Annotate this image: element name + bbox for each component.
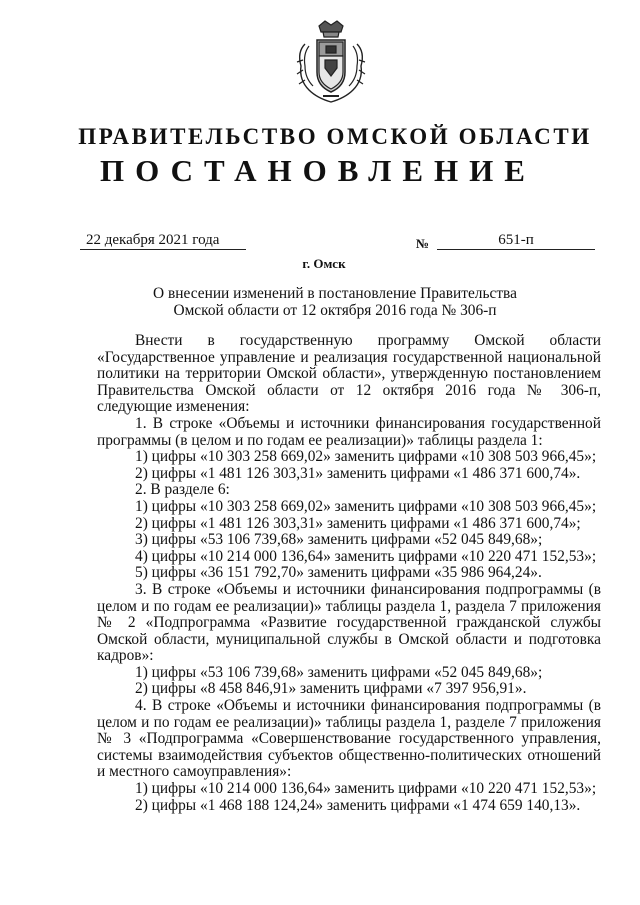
document-number: 651-п [437,232,595,250]
list-item: 1) цифры «10 303 258 669,02» заменить цифрами «10 308 503 966,45»; [135,448,597,466]
list-item: 3) цифры «53 106 739,68» заменить цифрами «52 045 849,68»; [135,531,543,549]
list-item: 2) цифры «8 458 846,91» заменить цифрами «7 397 956,91». [135,680,527,698]
city-label: г. Омск [302,256,346,271]
list-item: 2) цифры «1 481 126 303,31» заменить цифрами «1 486 371 600,74»; [135,514,581,532]
list-item: 1) цифры «10 214 000 136,64» заменить цифрами «10 220 471 152,53»; [135,780,597,798]
list-item: 2) цифры «1 468 188 124,24» заменить цифрами «1 474 659 140,13». [135,796,581,814]
government-title: ПРАВИТЕЛЬСТВО ОМСКОЙ ОБЛАСТИ [78,124,592,149]
document-subject [100,285,570,319]
list-item: 5) цифры «36 151 792,70» заменить цифрами «35 986 964,24». [135,564,542,582]
paragraph: «Государственное управление и реализация государственной национальной политики на территории Омской области», утвержденную постановлением Правительства Омской области от 12 октября 2016 года № 306-п, следующие изменения: [97,348,601,416]
document-type-heading: ПОСТАНОВЛЕНИЕ [100,153,536,188]
list-item: 3. В строке «Объемы и источники финансирования подпрограммы (в целом и по годам ее реализации)» таблицы раздела 1, раздела 7 приложения № 2 «Подпрограмма «Развитие государственной гражданской службы Омской области, муниципальной службы в Омской области и подготовка кадров»: [97,580,601,665]
list-item: 4. В строке «Объемы и источники финансирования подпрограммы (в целом и по годам ее реализации)» таблицы раздела 1, разделе 7 приложения № 3 «Подпрограмма «Совершенствование государственного управления, системы взаимодействия субъектов общественно-политических отношений и местного самоуправления»: [97,697,601,781]
paragraph: Внести в государственную программу Омской области [135,332,601,349]
list-item: 1) цифры «53 106 739,68» заменить цифрами «52 045 849,68»; [135,663,543,681]
number-sign: № [416,236,430,251]
subject-line: Омской области от 12 октября 2016 года № 306-п [173,302,497,319]
list-item: 4) цифры «10 214 000 136,64» заменить цифрами «10 220 471 152,53»; [135,547,597,565]
list-item: 1) цифры «10 303 258 669,02» заменить цифрами «10 308 503 966,45»; [135,497,597,515]
document-body [97,333,601,814]
list-item: 1. В строке «Объемы и источники финансирования государственной программы (в целом и по годам ее реализации)» таблицы раздела 1: [97,414,601,449]
list-item: 2) цифры «1 481 126 303,31» заменить цифрами «1 486 371 600,74». [135,464,581,482]
list-item: 2. В разделе 6: [135,481,230,499]
subject-line: О внесении изменений в постановление Правительства [153,285,517,302]
document-date: 22 декабря 2021 года [80,232,246,250]
omsk-coat-of-arms-icon [295,20,367,104]
